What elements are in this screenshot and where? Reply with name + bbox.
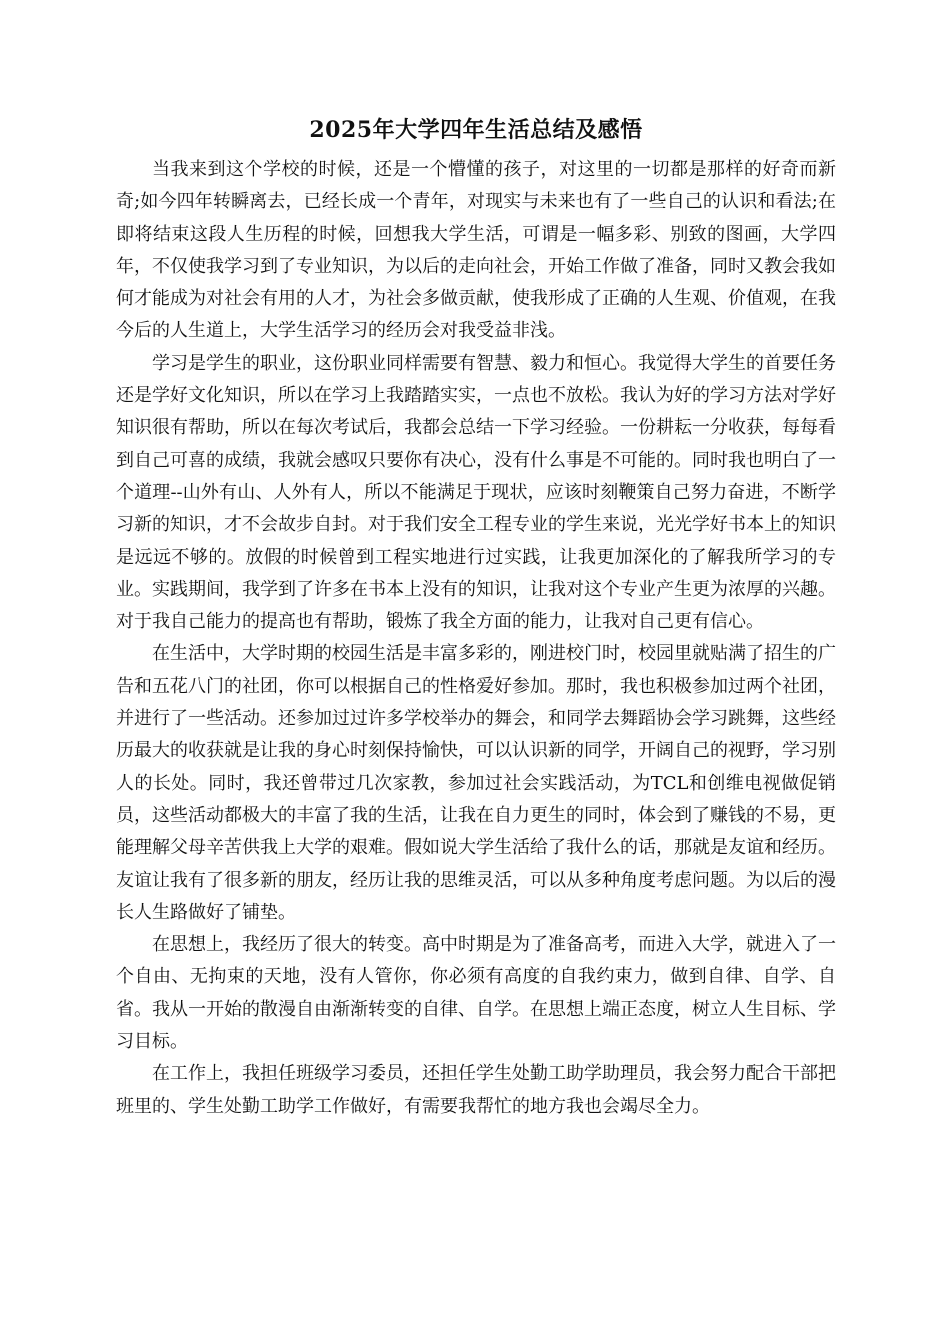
paragraph-life: 在生活中，大学时期的校园生活是丰富多彩的，刚进校门时，校园里就贴满了招生的广告和五花八门的社团，你可以根据自己的性格爱好参加。那时，我也积极参加过两个社团，并进行了一些活动。还参加过过许多学校举办的舞会，和同学去舞蹈协会学习跳舞，这些经历最大的收获就是让我的身心时刻保持愉快，可以认识新的同学，开阔自己的视野，学习别人的长处。同时，我还曾带过几次家教，参加过社会实践活动，为TCL和创维电视做促销员，这些活动都极大的丰富了我的生活，让我在自力更生的同时，体会到了赚钱的不易，更能理解父母辛苦供我上大学的艰难。假如说大学生活给了我什么的话，那就是友谊和经历。友谊让我有了很多新的朋友，经历让我的思维灵活，可以从多种角度考虑问题。为以后的漫长人生路做好了铺垫。 <box>116 643 836 923</box>
paragraph-thought: 在思想上，我经历了很大的转变。高中时期是为了准备高考，而进入大学，就进入了一个自由、无拘束的天地，没有人管你，你必须有高度的自我约束力，做到自律、自学、自省。我从一开始的散漫自由渐渐转变的自律、自学。在思想上端正态度，树立人生目标、学习目标。 <box>116 934 836 1053</box>
document-title: 2025年大学四年生活总结及感悟 <box>309 117 643 143</box>
paragraph-work: 在工作上，我担任班级学习委员，还担任学生处勤工助学助理员，我会努力配合干部把班里的、学生处勤工助学工作做好，有需要我帮忙的地方我也会竭尽全力。 <box>116 1063 836 1117</box>
paragraph-intro: 当我来到这个学校的时候，还是一个懵懂的孩子，对这里的一切都是那样的好奇而新奇;如今四年转瞬离去，已经长成一个青年，对现实与未来也有了一些自己的认识和看法;在即将结束这段人生历程的时候，回想我大学生活，可谓是一幅多彩、别致的图画，大学四年，不仅使我学习到了专业知识，为以后的走向社会，开始工作做了准备，同时又教会我如何才能成为对社会有用的人才，为社会多做贡献，使我形成了正确的人生观、价值观，在我今后的人生道上，大学生活学习的经历会对我受益非浅。 <box>116 159 836 342</box>
paragraph-study: 学习是学生的职业，这份职业同样需要有智慧、毅力和恒心。我觉得大学生的首要任务还是学好文化知识，所以在学习上我踏踏实实，一点也不放松。我认为好的学习方法对学好知识很有帮助，所以在每次考试后，我都会总结一下学习经验。一份耕耘一分收获，每每看到自己可喜的成绩，我就会感叹只要你有决心，没有什么事是不可能的。同时我也明白了一个道理--山外有山、人外有人，所以不能满足于现状，应该时刻鞭策自己努力奋进，不断学习新的知识，才不会故步自封。对于我们安全工程专业的学生来说，光光学好书本上的知识是远远不够的。放假的时候曾到工程实地进行过实践，让我更加深化的了解我所学习的专业。实践期间，我学到了许多在书本上没有的知识，让我对这个专业产生更为浓厚的兴趣。对于我自己能力的提高也有帮助，锻炼了我全方面的能力，让我对自己更有信心。 <box>116 352 836 633</box>
document-page <box>116 112 836 1123</box>
